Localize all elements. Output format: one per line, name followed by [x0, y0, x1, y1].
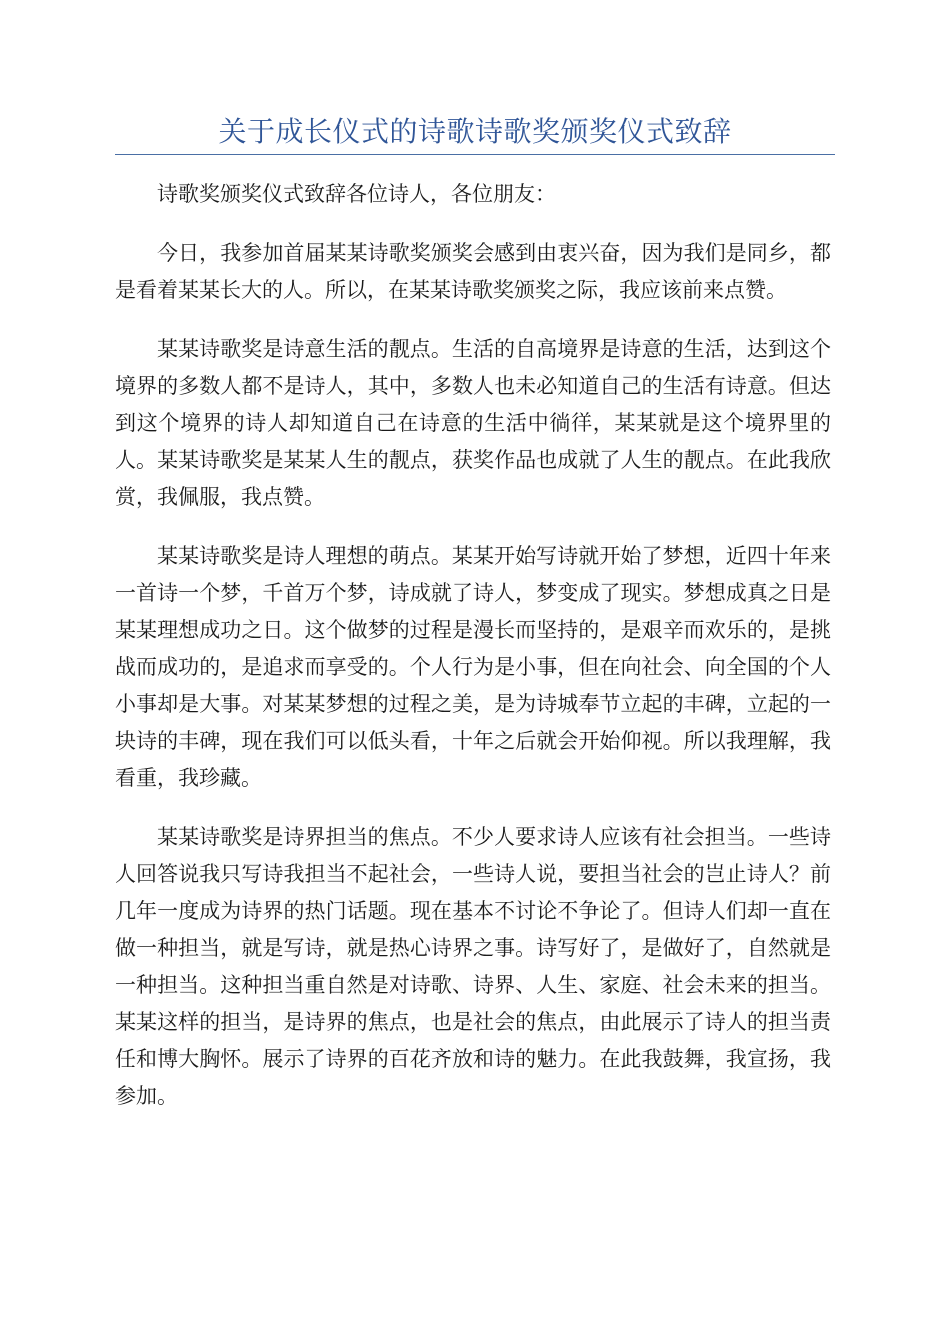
- document-title: 关于成长仪式的诗歌诗歌奖颁奖仪式致辞: [218, 115, 732, 148]
- body-paragraph: 某某诗歌奖是诗人理想的萌点。某某开始写诗就开始了梦想，近四十年来一首诗一个梦，千首万个梦，诗成就了诗人，梦变成了现实。梦想成真之日是某某理想成功之日。这个做梦的过程是漫长而坚持的，是艰辛而欢乐的，是挑战而成功的，是追求而享受的。个人行为是小事，但在向社会、向全国的个人小事却是大事。对某某梦想的过程之美，是为诗城奉节立起的丰碑，立起的一块诗的丰碑，现在我们可以低头看，十年之后就会开始仰视。所以我理解，我看重，我珍藏。: [115, 544, 831, 790]
- salutation-paragraph: 诗歌奖颁奖仪式致辞各位诗人，各位朋友：: [157, 182, 556, 206]
- body-paragraph: 某某诗歌奖是诗意生活的靓点。生活的自高境界是诗意的生活，达到这个境界的多数人都不是诗人，其中，多数人也未必知道自己的生活有诗意。但达到这个境界的诗人却知道自己在诗意的生活中徜徉，某某就是这个境界里的人。某某诗歌奖是某某人生的靓点，获奖作品也成就了人生的靓点。在此我欣赏，我佩服，我点赞。: [115, 337, 831, 509]
- title-underline: [115, 154, 835, 155]
- document-body: [115, 176, 831, 1137]
- body-paragraph: 某某诗歌奖是诗界担当的焦点。不少人要求诗人应该有社会担当。一些诗人回答说我只写诗我担当不起社会，一些诗人说，要担当社会的岂止诗人？前几年一度成为诗界的热门话题。现在基本不讨论不争论了。但诗人们却一直在做一种担当，就是写诗，就是热心诗界之事。诗写好了，是做好了，自然就是一种担当。这种担当重自然是对诗歌、诗界、人生、家庭、社会未来的担当。某某这样的担当，是诗界的焦点，也是社会的焦点，由此展示了诗人的担当责任和博大胸怀。展示了诗界的百花齐放和诗的魅力。在此我鼓舞，我宣扬，我参加。: [115, 825, 831, 1108]
- body-paragraph: 今日，我参加首届某某诗歌奖颁奖会感到由衷兴奋，因为我们是同乡，都是看着某某长大的人。所以，在某某诗歌奖颁奖之际，我应该前来点赞。: [115, 241, 831, 302]
